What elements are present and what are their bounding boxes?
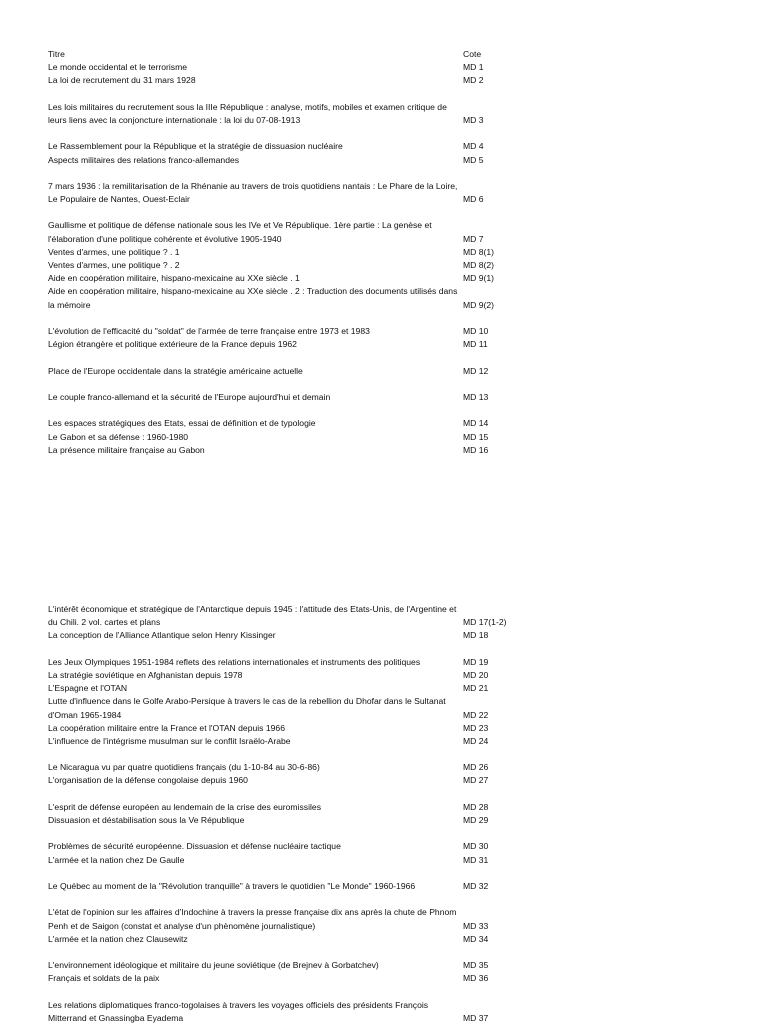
entry-cote: MD 16 [463,444,489,455]
entry-cote: MD 31 [463,854,489,865]
table-row [48,154,688,167]
entry-cote: MD 20 [463,669,489,680]
table-row [48,999,688,1025]
entry-title: La conception de l'Alliance Atlantique selon Henry Kissinger [48,630,276,641]
entry-cote: MD 28 [463,801,489,812]
header-cote: Cote [463,49,482,59]
entry-title: Le Gabon et sa défense : 1960-1980 [48,431,188,442]
table-row [48,417,688,430]
entry-title: 7 mars 1936 : la remilitarisation de la Rhénanie au travers de trois quotidiens nantais : Le Phare de la Loire, Le Populaire de Nantes, Ouest-Eclair [48,180,458,205]
entry-title: Français et soldats de la paix [48,973,160,984]
entry-cote: MD 14 [463,418,489,429]
entry-title: L'armée et la nation chez Clausewitz [48,933,188,944]
entry-cote: MD 15 [463,431,489,442]
entry-title: Lutte d'influence dans le Golfe Arabo-Persique à travers le cas de la rebellion du Dhofar dans le Sultanat d'Oman 1965-1984 [48,696,446,720]
catalog-list-bottom [48,603,688,1025]
table-row [48,682,688,695]
row-spacer [48,167,688,180]
entry-cote: MD 17(1-2) [463,617,507,628]
table-row [48,325,688,338]
table-row [48,74,688,87]
entry-title: L'influence de l'intégrisme musulman sur le conflit Israëlo-Arabe [48,735,291,746]
entry-title: L'organisation de la défense congolaise depuis 1960 [48,775,248,786]
entry-title: La loi de recrutement du 31 mars 1928 [48,75,196,86]
entry-title: Aide en coopération militaire, hispano-mexicaine au XXe siècle . 1 [48,273,300,284]
entry-title: L'intérêt économique et stratégique de l'Antarctique depuis 1945 : l'attitude des Etats-Unis, de l'Argentine et du Chili. 2 vol. cartes et plans [48,604,457,628]
entry-title: L'état de l'opinion sur les affaires d'Indochine à travers la presse française dix ans après la chute de Phnom Penh et de Saigon (constat et analyse d'un phènomène journalistique) [48,907,457,931]
row-spacer [48,206,688,219]
row-spacer [48,127,688,140]
entry-cote: MD 26 [463,762,489,773]
table-row [48,669,688,682]
table-row [48,735,688,748]
table-row [48,603,688,629]
row-spacer [48,867,688,880]
entry-title: Problèmes de sécurité européenne. Dissuasion et défense nucléaire tactique [48,841,341,852]
entry-cote: MD 27 [463,775,489,786]
entry-title: L'esprit de défense européen au lendemain de la crise des euromissiles [48,801,321,812]
entry-title: Le Québec au moment de la "Révolution tranquille" à travers le quotidien "Le Monde" 1960-1966 [48,880,416,891]
table-row [48,906,688,932]
table-row [48,444,688,457]
entry-cote: MD 10 [463,326,489,336]
table-row [48,219,688,245]
row-spacer [48,378,688,391]
table-row [48,431,688,444]
entry-cote: MD 4 [463,141,484,152]
entry-cote: MD 34 [463,933,489,944]
entry-title: Place de l'Europe occidentale dans la stratégie américaine actuelle [48,365,303,376]
entry-cote: MD 22 [463,709,489,720]
entry-title: La stratégie soviétique en Afghanistan depuis 1978 [48,669,243,680]
row-spacer [48,88,688,101]
header-title: Titre [48,49,65,59]
entry-title: La présence militaire française au Gabon [48,444,205,455]
table-row [48,259,688,272]
entry-cote: MD 29 [463,815,489,826]
entry-cote: MD 36 [463,973,489,984]
catalog-list-top [48,48,688,457]
table-row [48,391,688,404]
table-row [48,801,688,814]
entry-cote: MD 37 [463,1012,489,1023]
table-row [48,285,688,311]
row-spacer [48,946,688,959]
table-row [48,959,688,972]
table-row [48,695,688,721]
entry-cote: MD 7 [463,233,484,244]
entry-title: Les Jeux Olympiques 1951-1984 reflets des relations internationales et instruments des politiques [48,656,421,667]
table-row [48,365,688,378]
entry-cote: MD 19 [463,656,489,667]
entry-title: Le Rassemblement pour la République et la stratégie de dissuasion nucléaire [48,141,343,152]
row-spacer [48,893,688,906]
table-row [48,722,688,735]
entry-title: Le monde occidental et le terrorisme [48,62,188,73]
entry-title: Aide en coopération militaire, hispano-mexicaine au XXe siècle . 2 : Traduction des documents utilisés dans la mémoire [48,286,458,310]
table-row [48,140,688,153]
entry-cote: MD 9(2) [463,299,495,310]
entry-title: L'Espagne et l'OTAN [48,683,128,694]
entry-cote: MD 30 [463,841,489,852]
table-row [48,972,688,985]
entry-cote: MD 9(1) [463,273,495,284]
table-row [48,101,688,127]
entry-title: Le Nicaragua vu par quatre quotidiens français (du 1-10-84 au 30-6-86) [48,762,320,773]
table-header [48,48,688,61]
entry-cote: MD 35 [463,960,489,971]
entry-cote: MD 18 [463,630,489,641]
entry-title: Ventes d'armes, une politique ? . 2 [48,260,180,271]
row-spacer [48,985,688,998]
entry-title: L'évolution de l'efficacité du "soldat" de l'armée de terre française entre 1973 et 1983 [48,326,370,336]
entry-title: Légion étrangère et politique extérieure de la France depuis 1962 [48,339,297,350]
entry-cote: MD 11 [463,339,488,350]
table-row [48,933,688,946]
table-row [48,272,688,285]
entry-cote: MD 8(2) [463,260,495,271]
row-spacer [48,404,688,417]
row-spacer [48,748,688,761]
table-row [48,840,688,853]
row-spacer [48,788,688,801]
row-spacer [48,351,688,364]
entry-title: Les espaces stratégiques des Etats, essai de définition et de typologie [48,418,316,429]
entry-cote: MD 12 [463,365,489,376]
entry-title: Gaullisme et politique de défense nationale sous les IVe et Ve République. 1ère partie : La genèse et l'élaboration d'une politique cohérente et évolutive 1905-1940 [48,220,432,244]
table-row [48,774,688,787]
entry-cote: MD 5 [463,154,484,165]
entry-cote: MD 6 [463,194,484,205]
row-spacer [48,827,688,840]
table-row [48,814,688,827]
entry-title: La coopération militaire entre la France et l'OTAN depuis 1966 [48,722,285,733]
table-row [48,338,688,351]
entry-title: L'armée et la nation chez De Gaulle [48,854,185,865]
entry-cote: MD 32 [463,880,489,891]
entry-title: Le couple franco-allemand et la sécurité de l'Europe aujourd'hui et demain [48,391,331,402]
table-row [48,656,688,669]
table-row [48,880,688,893]
table-row [48,61,688,74]
table-row [48,246,688,259]
entry-cote: MD 24 [463,735,489,746]
entry-cote: MD 13 [463,391,489,402]
table-row [48,854,688,867]
entry-title: Les relations diplomatiques franco-togolaises à travers les voyages officiels des présidents François Mitterrand et Gnassingba Eyadema [48,999,429,1023]
row-spacer [48,643,688,656]
entry-cote: MD 3 [463,114,484,125]
entry-title: Les lois militaires du recrutement sous la IIIe République : analyse, motifs, mobiles et examen critique de leurs liens avec la conjoncture internationale : la loi du 07-08-1913 [48,101,447,125]
entry-cote: MD 8(1) [463,246,495,257]
table-row [48,761,688,774]
entry-cote: MD 33 [463,920,489,931]
entry-cote: MD 21 [463,683,489,694]
entry-title: Ventes d'armes, une politique ? . 1 [48,246,180,257]
entry-cote: MD 23 [463,722,489,733]
entry-title: Aspects militaires des relations franco-allemandes [48,154,240,165]
entry-cote: MD 1 [463,62,484,73]
row-spacer [48,312,688,325]
entry-title: Dissuasion et déstabilisation sous la Ve République [48,815,245,826]
table-row [48,629,688,642]
table-row [48,180,688,206]
entry-title: L'environnement idéologique et militaire du jeune soviétique (de Brejnev à Gorbatchev) [48,960,379,971]
entry-cote: MD 2 [463,75,484,86]
